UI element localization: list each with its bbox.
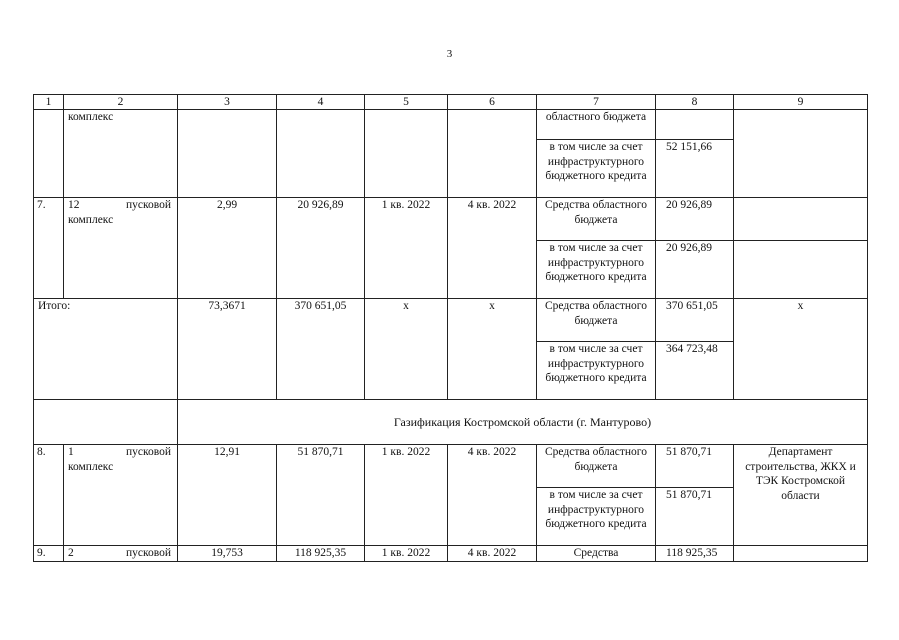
start-cell: 1 кв. 2022 bbox=[365, 546, 448, 562]
funding-source-cell: в том числе за счет инфраструктурного бюджетного кредита bbox=[537, 241, 656, 299]
responsible-cell bbox=[734, 198, 868, 241]
cost-cell bbox=[277, 110, 365, 198]
section-empty-cell bbox=[34, 400, 178, 445]
name-part: 12 bbox=[68, 199, 80, 211]
header-cell: 6 bbox=[448, 95, 537, 110]
funding-source-cell: Средства областного бюджета bbox=[537, 198, 656, 241]
total-label-cell: Итого: bbox=[34, 299, 178, 400]
name-part: пусковой bbox=[125, 547, 171, 559]
amount-cell: 364 723,48 bbox=[656, 342, 734, 400]
budget-table bbox=[33, 94, 868, 562]
funding-source-cell: в том числе за счет инфраструктурного бюджетного кредита bbox=[537, 342, 656, 400]
amount-cell: 51 870,71 bbox=[656, 488, 734, 546]
header-cell: 9 bbox=[734, 95, 868, 110]
table-row bbox=[34, 445, 868, 488]
name-part: комплекс bbox=[68, 460, 114, 473]
length-cell: 73,3671 bbox=[178, 299, 277, 400]
funding-source-cell: Средства bbox=[537, 546, 656, 562]
end-cell: 4 кв. 2022 bbox=[448, 546, 537, 562]
amount-cell: 118 925,35 bbox=[656, 546, 734, 562]
name-part: комплекс bbox=[68, 213, 114, 226]
length-cell bbox=[178, 110, 277, 198]
table-row bbox=[34, 546, 868, 562]
responsible-cell bbox=[734, 110, 868, 198]
cost-cell: 118 925,35 bbox=[277, 546, 365, 562]
amount-cell: 51 870,71 bbox=[656, 445, 734, 488]
start-cell: 1 кв. 2022 bbox=[365, 445, 448, 546]
funding-source-cell: в том числе за счет инфраструктурного бюджетного кредита bbox=[537, 140, 656, 198]
length-cell: 12,91 bbox=[178, 445, 277, 546]
amount-cell bbox=[656, 110, 734, 140]
end-cell: 4 кв. 2022 bbox=[448, 198, 537, 299]
name-part: пусковой bbox=[125, 199, 171, 211]
object-name-cell bbox=[64, 198, 178, 299]
total-row bbox=[34, 299, 868, 342]
responsible-cell: Департамент строительства, ЖКХ и ТЭК Костромской области bbox=[734, 445, 868, 546]
name-part: пусковой bbox=[125, 446, 171, 458]
page-number: 3 bbox=[446, 48, 453, 60]
end-cell bbox=[448, 110, 537, 198]
amount-cell: 370 651,05 bbox=[656, 299, 734, 342]
length-cell: 19,753 bbox=[178, 546, 277, 562]
cost-cell: 370 651,05 bbox=[277, 299, 365, 400]
name-part: 2 bbox=[68, 547, 74, 559]
header-cell: 5 bbox=[365, 95, 448, 110]
header-row bbox=[34, 95, 868, 110]
amount-cell: 52 151,66 bbox=[656, 140, 734, 198]
end-cell: х bbox=[448, 299, 537, 400]
funding-source-cell: Средства областного бюджета bbox=[537, 299, 656, 342]
start-cell bbox=[365, 110, 448, 198]
funding-source-cell: областного бюджета bbox=[537, 110, 656, 140]
responsible-cell bbox=[734, 241, 868, 299]
header-cell: 3 bbox=[178, 95, 277, 110]
funding-source-cell: Средства областного бюджета bbox=[537, 445, 656, 488]
object-name-cell bbox=[64, 546, 178, 562]
row-number-cell bbox=[34, 110, 64, 198]
start-cell: 1 кв. 2022 bbox=[365, 198, 448, 299]
cost-cell: 51 870,71 bbox=[277, 445, 365, 546]
row-number-cell: 7. bbox=[34, 198, 64, 299]
header-cell: 8 bbox=[656, 95, 734, 110]
header-cell: 4 bbox=[277, 95, 365, 110]
object-name-cell: комплекс bbox=[64, 110, 178, 198]
cost-cell: 20 926,89 bbox=[277, 198, 365, 299]
row-number-cell: 8. bbox=[34, 445, 64, 546]
name-part: 1 bbox=[68, 446, 74, 458]
funding-source-cell: в том числе за счет инфраструктурного бюджетного кредита bbox=[537, 488, 656, 546]
responsible-cell: х bbox=[734, 299, 868, 400]
table-row bbox=[34, 198, 868, 241]
section-row bbox=[34, 400, 868, 445]
amount-cell: 20 926,89 bbox=[656, 241, 734, 299]
length-cell: 2,99 bbox=[178, 198, 277, 299]
header-cell: 2 bbox=[64, 95, 178, 110]
header-cell: 1 bbox=[34, 95, 64, 110]
table-row bbox=[34, 110, 868, 140]
object-name-cell bbox=[64, 445, 178, 546]
row-number-cell: 9. bbox=[34, 546, 64, 562]
section-title: Газификация Костромской области (г. Мантурово) bbox=[178, 400, 868, 445]
amount-cell: 20 926,89 bbox=[656, 198, 734, 241]
start-cell: х bbox=[365, 299, 448, 400]
end-cell: 4 кв. 2022 bbox=[448, 445, 537, 546]
responsible-cell bbox=[734, 546, 868, 562]
header-cell: 7 bbox=[537, 95, 656, 110]
